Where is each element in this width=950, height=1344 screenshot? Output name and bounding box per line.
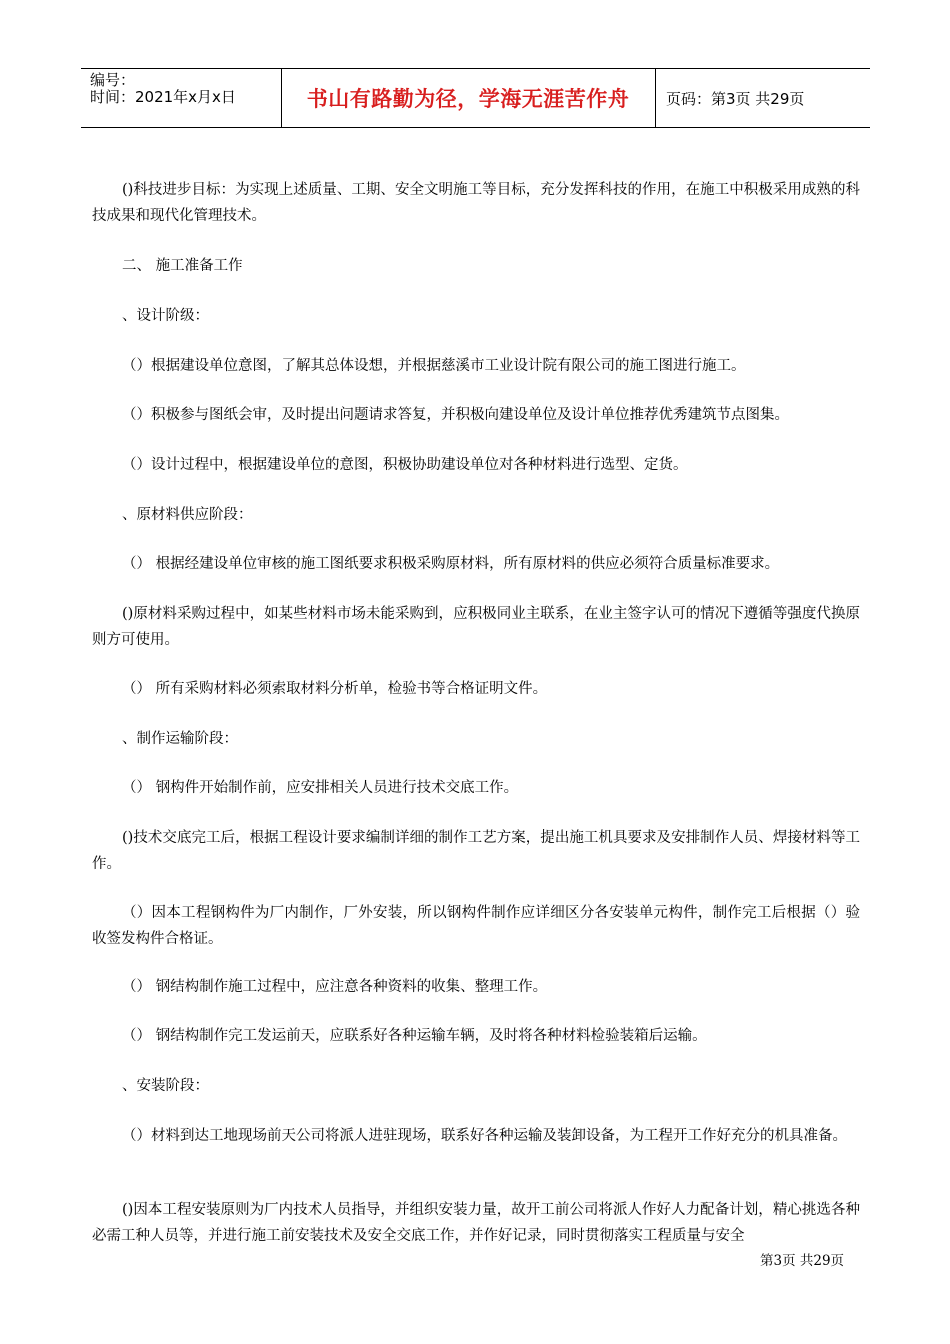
paragraph: ()因本工程安装原则为厂内技术人员指导，并组织安装力量，故开工前公司将派人作好人力配备计划，精心挑选各种必需工种人员等，并进行施工前安装技术及安全交底工作，并作好记录，同时贯彻落实工程质量与安全 <box>92 1202 860 1244</box>
subsection-heading: 、安装阶段： <box>122 1078 209 1094</box>
page-header <box>81 68 870 128</box>
paragraph: ()科技进步目标：为实现上述质量、工期、安全文明施工等目标，充分发挥科技的作用，在施工中积极采用成熟的科技成果和现代化管理技术。 <box>92 182 860 224</box>
paragraph: ()原材料采购过程中，如某些材料市场未能采购到，应积极同业主联系，在业主签字认可的情况下遵循等强度代换原则方可使用。 <box>92 606 860 648</box>
subsection-heading: 、制作运输阶段： <box>122 731 238 747</box>
document-number-label: 编号： <box>90 71 136 89</box>
subsection-heading: 、设计阶级： <box>122 308 209 324</box>
header-page-info: 页码：第3页 共29页 <box>666 89 805 108</box>
document-date: 时间：2021年x月x日 <box>90 88 236 106</box>
paragraph: （） 钢结构制作完工发运前天，应联系好各种运输车辆，及时将各种材料检验装箱后运输。 <box>122 1028 707 1044</box>
paragraph: （） 所有采购材料必须索取材料分析单，检验书等合格证明文件。 <box>122 681 548 697</box>
paragraph: （） 钢结构制作施工过程中，应注意各种资料的收集、整理工作。 <box>122 979 548 995</box>
motto-text: 书山有路勤为径，学海无涯苦作舟 <box>306 87 630 111</box>
paragraph: （）材料到达工地现场前天公司将派人进驻现场，联系好各种运输及装卸设备，为工程开工作好充分的机具准备。 <box>122 1128 847 1144</box>
paragraph: （）因本工程钢构件为厂内制作，厂外安装，所以钢构件制作应详细区分各安装单元构件，制作完工后根据（）验收签发构件合格证。 <box>92 905 860 947</box>
page-footer: 第3页 共29页 <box>760 1253 845 1269</box>
subsection-heading: 、原材料供应阶段： <box>122 507 253 523</box>
section-heading: 二、 施工准备工作 <box>122 258 243 274</box>
paragraph: ()技术交底完工后，根据工程设计要求编制详细的制作工艺方案，提出施工机具要求及安排制作人员、焊接材料等工作。 <box>92 830 860 872</box>
paragraph: （）根据建设单位意图，了解其总体设想，并根据慈溪市工业设计院有限公司的施工图进行施工。 <box>122 358 746 374</box>
paragraph: （） 钢构件开始制作前，应安排相关人员进行技术交底工作。 <box>122 780 519 796</box>
paragraph: （）积极参与图纸会审，及时提出问题请求答复，并积极向建设单位及设计单位推荐优秀建筑节点图集。 <box>122 407 789 423</box>
paragraph: （） 根据经建设单位审核的施工图纸要求积极采购原材料，所有原材料的供应必须符合质量标准要求。 <box>122 556 780 572</box>
paragraph: （）设计过程中，根据建设单位的意图，积极协助建设单位对各种材料进行选型、定货。 <box>122 457 688 473</box>
header-motto <box>281 69 656 127</box>
header-meta <box>81 69 282 127</box>
